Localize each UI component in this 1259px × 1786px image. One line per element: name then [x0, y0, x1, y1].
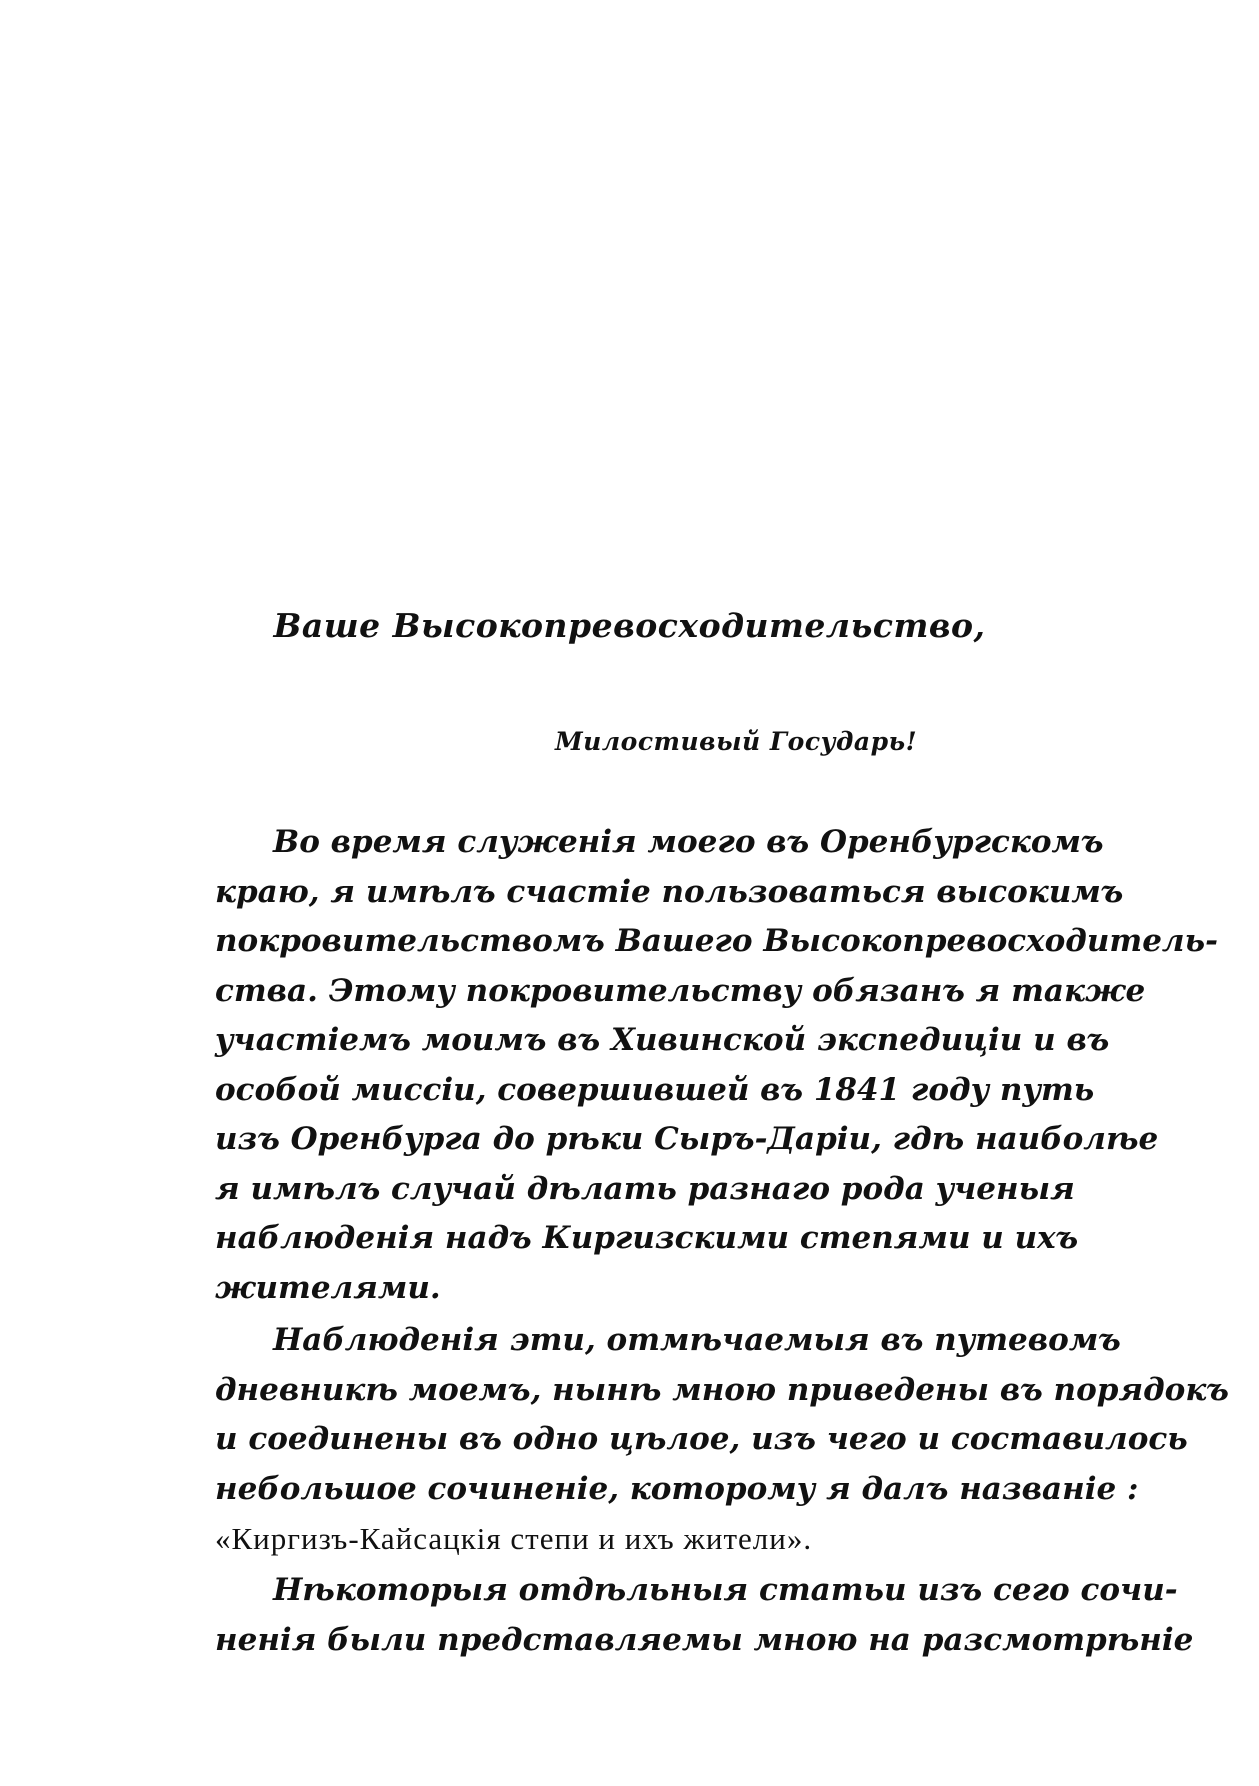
text-line: краю, я имѣлъ счастіе пользоваться высокимъ	[215, 873, 1124, 910]
text-line: ненія были представляемы мною на разсмотрѣніе	[215, 1621, 1194, 1658]
text-line: Во время служенія моего въ Оренбургскомъ	[273, 824, 1104, 860]
paragraph-2	[215, 1316, 1229, 1564]
text-line: дневникѣ моемъ, нынѣ мною приведены въ порядокъ	[215, 1371, 1229, 1408]
salutation-heading: Ваше Высокопревосходительство,	[273, 606, 986, 645]
text-line: ства. Этому покровительству обязанъ я также	[215, 972, 1146, 1009]
text-line: небольшое сочиненіе, которому я далъ названіе :	[215, 1470, 1139, 1507]
paragraph-3	[215, 1566, 1194, 1665]
text-line: особой миссіи, совершившей въ 1841 году путь	[215, 1071, 1095, 1108]
paragraph-1	[215, 818, 1218, 1313]
text-line: я имѣлъ случай дѣлать разнаго рода ученыя	[215, 1170, 1075, 1207]
text-line: изъ Оренбурга до рѣки Сыръ-Даріи, гдѣ наиболѣе	[215, 1121, 1159, 1157]
text-line: Нѣкоторыя отдѣльныя статьи изъ сего сочи-	[273, 1572, 1178, 1608]
text-line: и соединены въ одно цѣлое, изъ чего и составилось	[215, 1421, 1188, 1457]
text-line: Наблюденія эти, отмѣчаемыя въ путевомъ	[273, 1322, 1121, 1358]
text-line: участіемъ моимъ въ Хивинской экспедиціи и въ	[215, 1022, 1110, 1058]
address-line: Милостивый Государь!	[555, 727, 918, 756]
text-line: покровительствомъ Вашего Высокопревосходитель-	[215, 923, 1218, 959]
text-line: жителями.	[215, 1269, 441, 1306]
text-line: наблюденія надъ Киргизскими степями и ихъ	[215, 1220, 1079, 1256]
book-title-line: «Киргизъ-Кайсацкія степи и ихъ жители».	[215, 1521, 813, 1556]
